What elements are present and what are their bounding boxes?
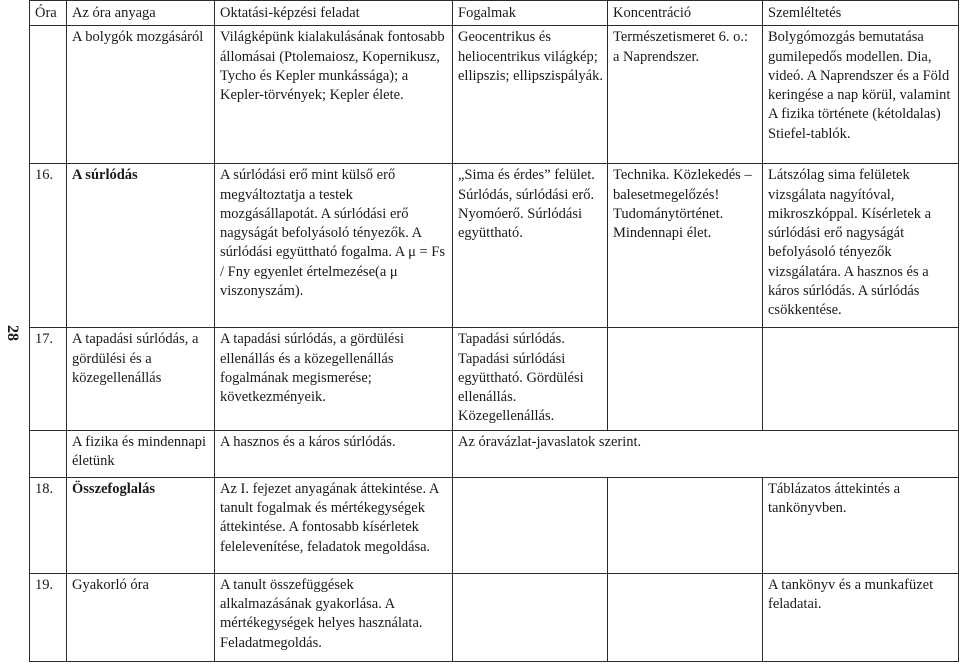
row-topic: A súrlódás <box>67 164 215 328</box>
row-task: A hasznos és a káros súrlódás. <box>215 430 453 477</box>
row-topic: A tapadási súrlódás, a gördülési és a közegellenállás <box>67 328 215 430</box>
row-task: A tapadási súrlódás, a gördülési ellenállás és a közegellenállás fogalmának megismerése; következményeik. <box>215 328 453 430</box>
row-concepts <box>453 477 608 573</box>
header-anyag: Az óra anyaga <box>67 1 215 26</box>
table-row <box>30 26 959 164</box>
table-row <box>30 164 959 328</box>
row-concepts: Tapadási súrlódás. Tapadási súrlódási együttható. Gördülési ellenállás. Közegellenállás. <box>453 328 608 430</box>
row-demo: Táblázatos áttekintés a tankönyvben. <box>763 477 959 573</box>
table-row <box>30 430 959 477</box>
row-concepts <box>453 573 608 661</box>
row-number: 17. <box>30 328 67 430</box>
table-row <box>30 573 959 661</box>
row-topic: Összefoglalás <box>67 477 215 573</box>
row-concentration <box>608 477 763 573</box>
row-concepts: „Sima és érdes” felület. Súrlódás, súrlódási erő. Nyomóerő. Súrlódási együttható. <box>453 164 608 328</box>
row-number: 16. <box>30 164 67 328</box>
row-number <box>30 430 67 477</box>
header-feladat: Oktatási-képzési feladat <box>215 1 453 26</box>
table-row <box>30 477 959 573</box>
header-row <box>30 1 959 26</box>
header-ora: Óra <box>30 1 67 26</box>
row-task: Az I. fejezet anyagának áttekintése. A tanult fogalmak és mértékegységek áttekintése. A fontosabb kísérletek felelevenítése, feladatok megoldása. <box>215 477 453 573</box>
row-number <box>30 26 67 164</box>
row-task: A súrlódási erő mint külső erő megváltoztatja a testek mozgásállapotát. A súrlódási erő nagyságát befolyásoló tényezők. A súrlódási együttható fogalma. A μ = Fs / Fny egyenlet értelmezése(a μ viszonyszám). <box>215 164 453 328</box>
row-demo: Bolygómozgás bemutatása gumilepedős modellen. Dia, videó. A Naprendszer és a Föld keringése a nap körül, valamint A fizika története (kétoldalas) Stiefel-tablók. <box>763 26 959 164</box>
row-task: A tanult összefüggések alkalmazásának gyakorlása. A mértékegységek helyes használata. Feladatmegoldás. <box>215 573 453 661</box>
row-concepts: Geocentrikus és heliocentrikus világkép; ellipszis; ellipszispályák. <box>453 26 608 164</box>
page-number: 28 <box>4 325 21 341</box>
header-koncentracio: Koncentráció <box>608 1 763 26</box>
row-concentration: Technika. Közlekedés – balesetmegelőzés! Tudománytörténet. Mindennapi élet. <box>608 164 763 328</box>
table-row <box>30 328 959 430</box>
row-topic: A bolygók mozgásáról <box>67 26 215 164</box>
header-fogalmak: Fogalmak <box>453 1 608 26</box>
row-demo <box>763 328 959 430</box>
row-topic: Gyakorló óra <box>67 573 215 661</box>
row-task: Világképünk kialakulásának fontosabb állomásai (Ptolemaiosz, Kopernikusz, Tycho és Kepler munkássága); a Kepler-törvények; Kepler élete. <box>215 26 453 164</box>
row-demo: A tankönyv és a munkafüzet feladatai. <box>763 573 959 661</box>
row-number: 18. <box>30 477 67 573</box>
row-concentration: Természetismeret 6. o.: a Naprendszer. <box>608 26 763 164</box>
row-number: 19. <box>30 573 67 661</box>
row-concentration <box>608 573 763 661</box>
header-szemleltetes: Szemléltetés <box>763 1 959 26</box>
row-demo: Látszólag sima felületek vizsgálata nagyítóval, mikroszkóppal. Kísérletek a súrlódási erő nagyságát befolyásoló tényezők vizsgálatára. A hasznos és a káros súrlódás. A súrlódás csökkentése. <box>763 164 959 328</box>
curriculum-table <box>29 0 959 662</box>
row-concepts: Az óravázlat-javaslatok szerint. <box>453 430 959 477</box>
row-concentration <box>608 328 763 430</box>
row-topic: A fizika és mindennapi életünk <box>67 430 215 477</box>
